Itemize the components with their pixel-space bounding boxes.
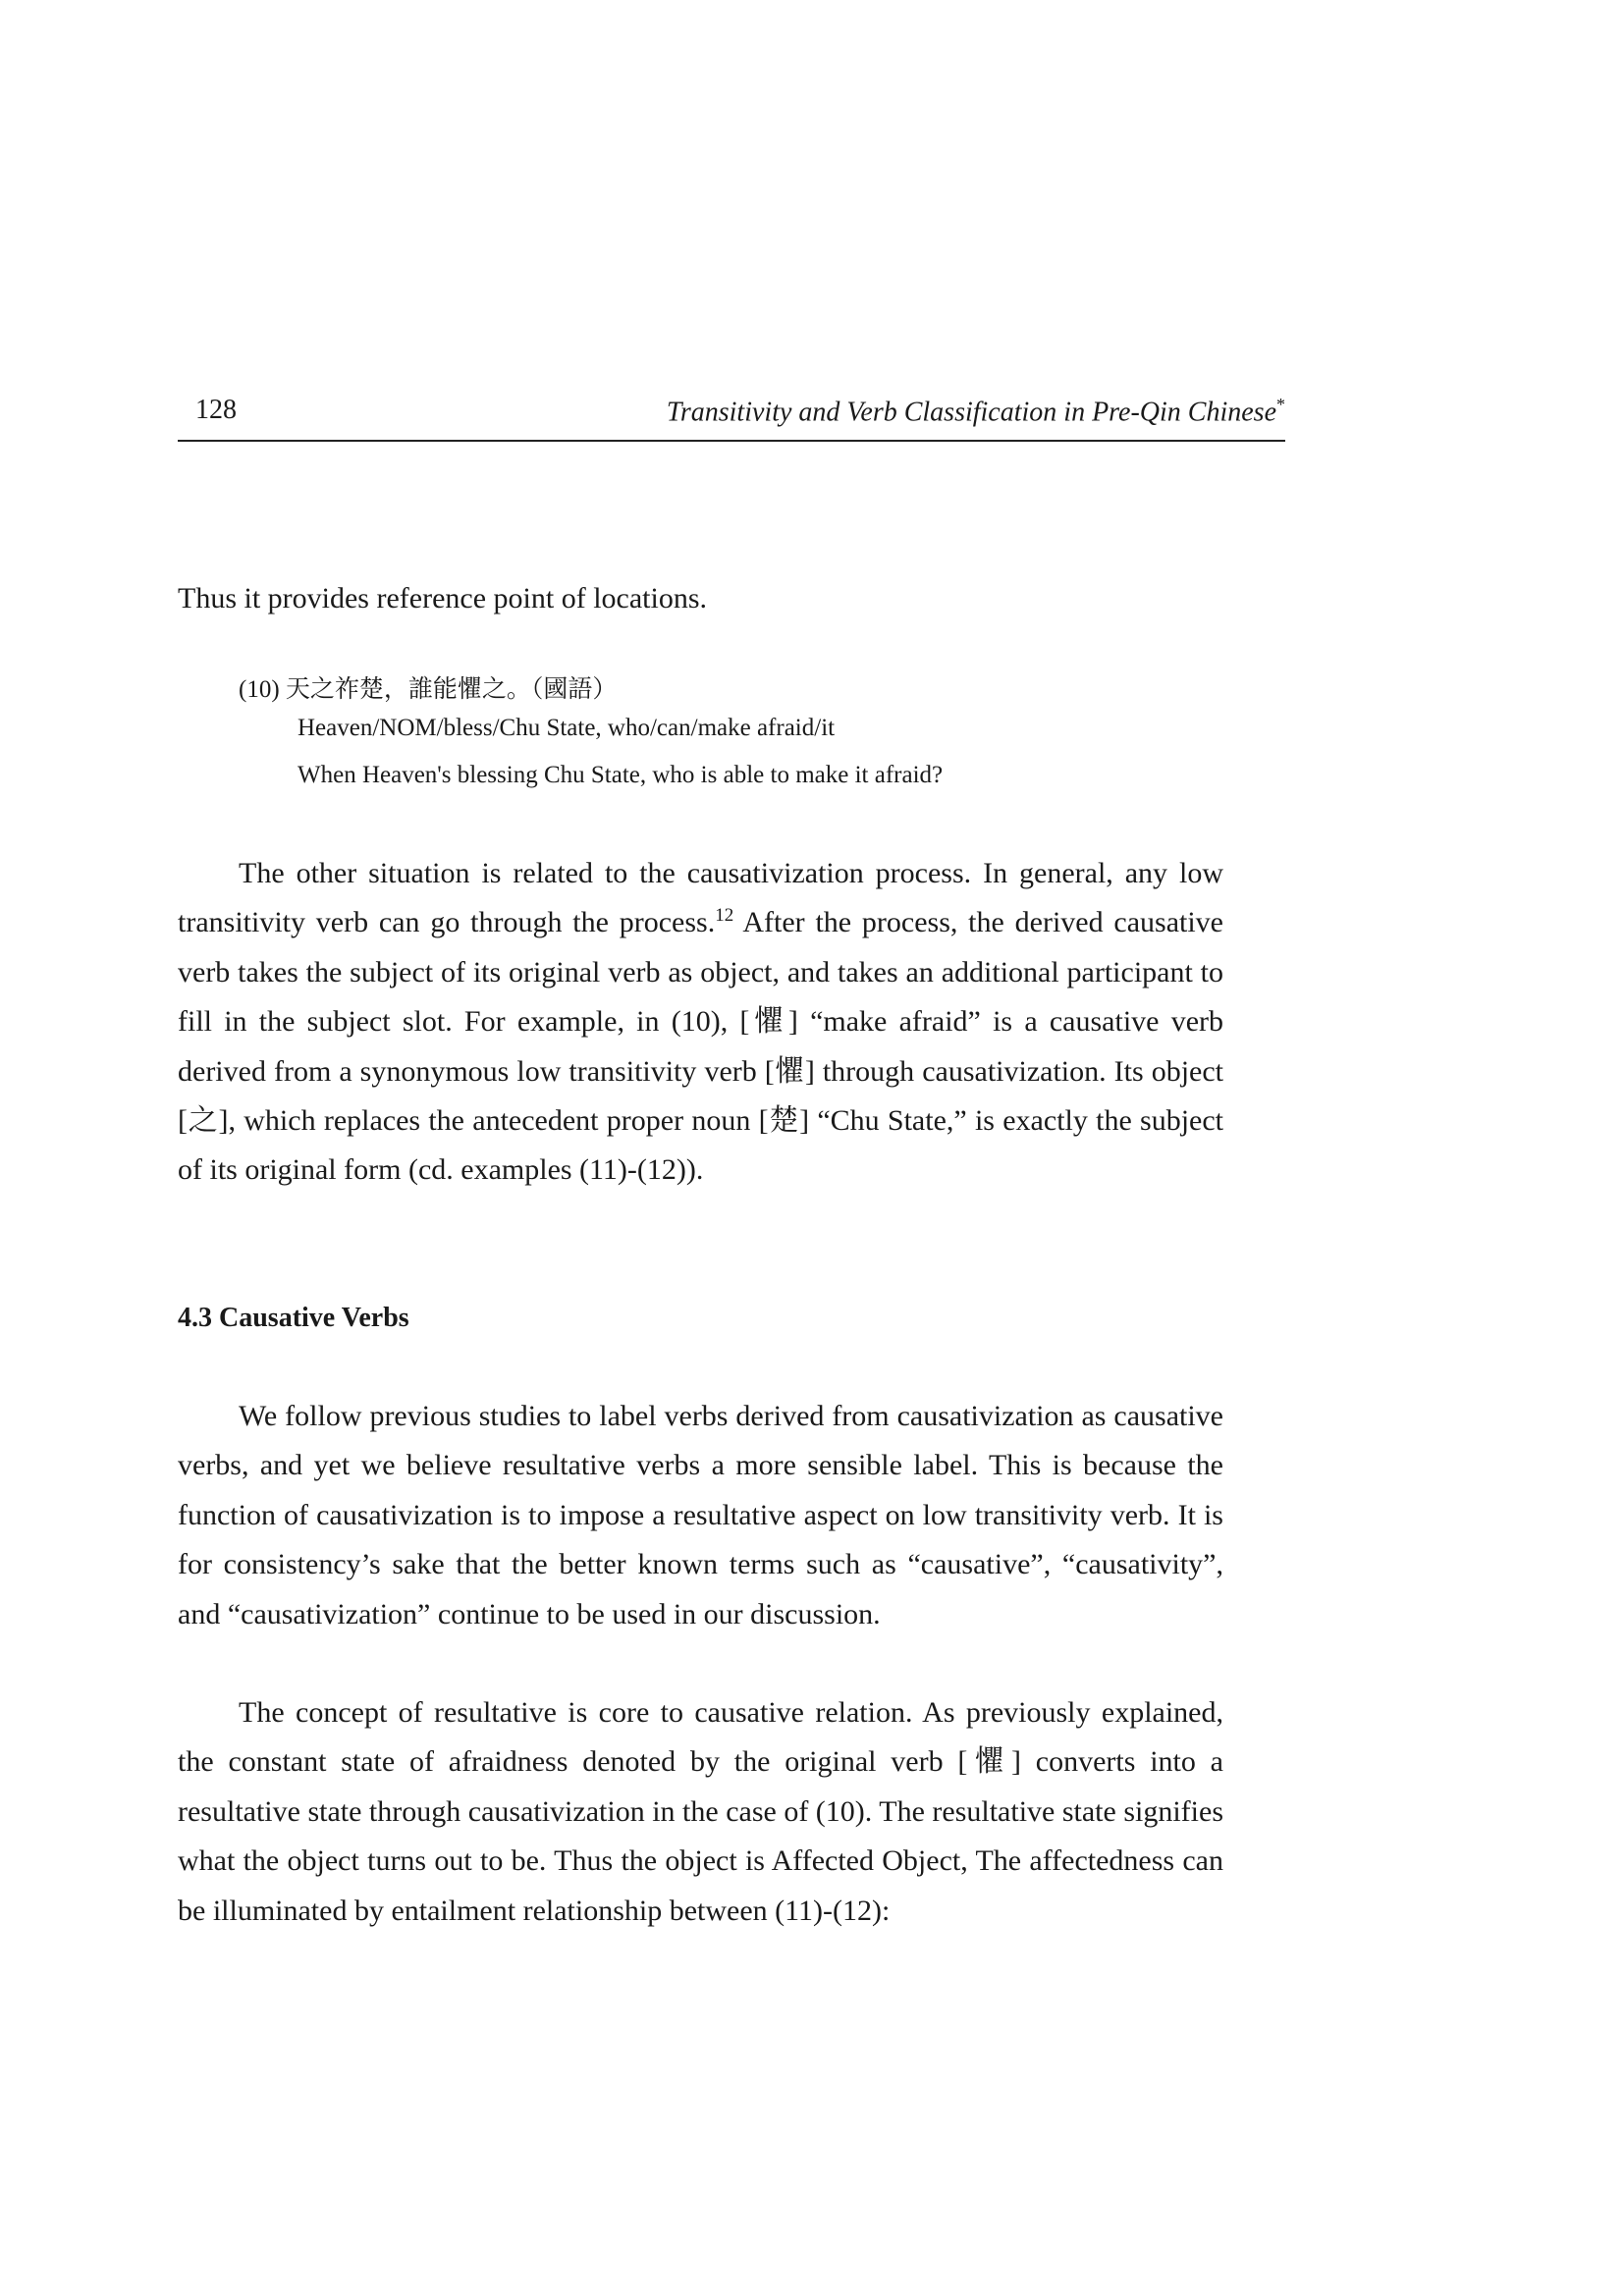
example-translation: When Heaven's blessing Chu State, who is able to make it afraid? — [298, 762, 944, 788]
example-source-line — [239, 669, 617, 705]
example-gloss: Heaven/NOM/bless/Chu State, who/can/make afraid/it — [298, 715, 836, 741]
paragraph-text-part1: The other situation is related to the causativization process. In general, any low transitivity verb can go through the process. — [178, 857, 1223, 939]
footnote-ref: 12 — [715, 905, 734, 927]
page-number: 128 — [195, 395, 237, 425]
running-header — [178, 393, 1285, 442]
section-heading: 4.3 Causative Verbs — [178, 1303, 409, 1333]
resultative-paragraph: The concept of resultative is core to causative relation. As previously explained, the constant state of afraidness denoted by the original verb [懼] converts into a resultative state through causativization in the case of (10). The resultative state signifies what the object turns out to be. Thus the object is Affected Object, The affectedness can be illuminated by entailment relationship between (11)-(12): — [178, 1696, 1223, 1927]
title-footnote-mark: * — [1276, 395, 1285, 414]
causativization-paragraph — [178, 849, 1223, 1196]
running-title-text: Transitivity and Verb Classification in Pre-Qin Chinese — [666, 397, 1276, 428]
paragraph-text-part2: After the process, the derived causative verb takes the subject of its original verb as object, and takes an additional participant to fill in the subject slot. For example, in (10), [懼] “make afraid” is a causative verb derived from a synonymous low transitivity verb [懼] through causativization. Its object [之], which replaces the antecedent proper noun [楚] “Chu State,” is exactly the subject of its original form (cd. examples (11)-(12)). — [178, 906, 1223, 1187]
running-title — [667, 395, 1285, 428]
causative-verbs-paragraph: We follow previous studies to label verbs derived from causativization as causative verbs, and yet we believe resultative verbs a more sensible label. This is because the function of causativization is to impose a resultative aspect on low transitivity verb. It is for consistency’s sake that the better known terms such as “causative”, “causativity”, and “causativization” continue to be used in our discussion. — [178, 1400, 1223, 1630]
intro-paragraph: Thus it provides reference point of locations. — [178, 582, 708, 614]
example-number: (10) — [239, 676, 280, 703]
example-chinese-text: 天之祚楚，誰能懼之。（國語） — [285, 674, 618, 703]
